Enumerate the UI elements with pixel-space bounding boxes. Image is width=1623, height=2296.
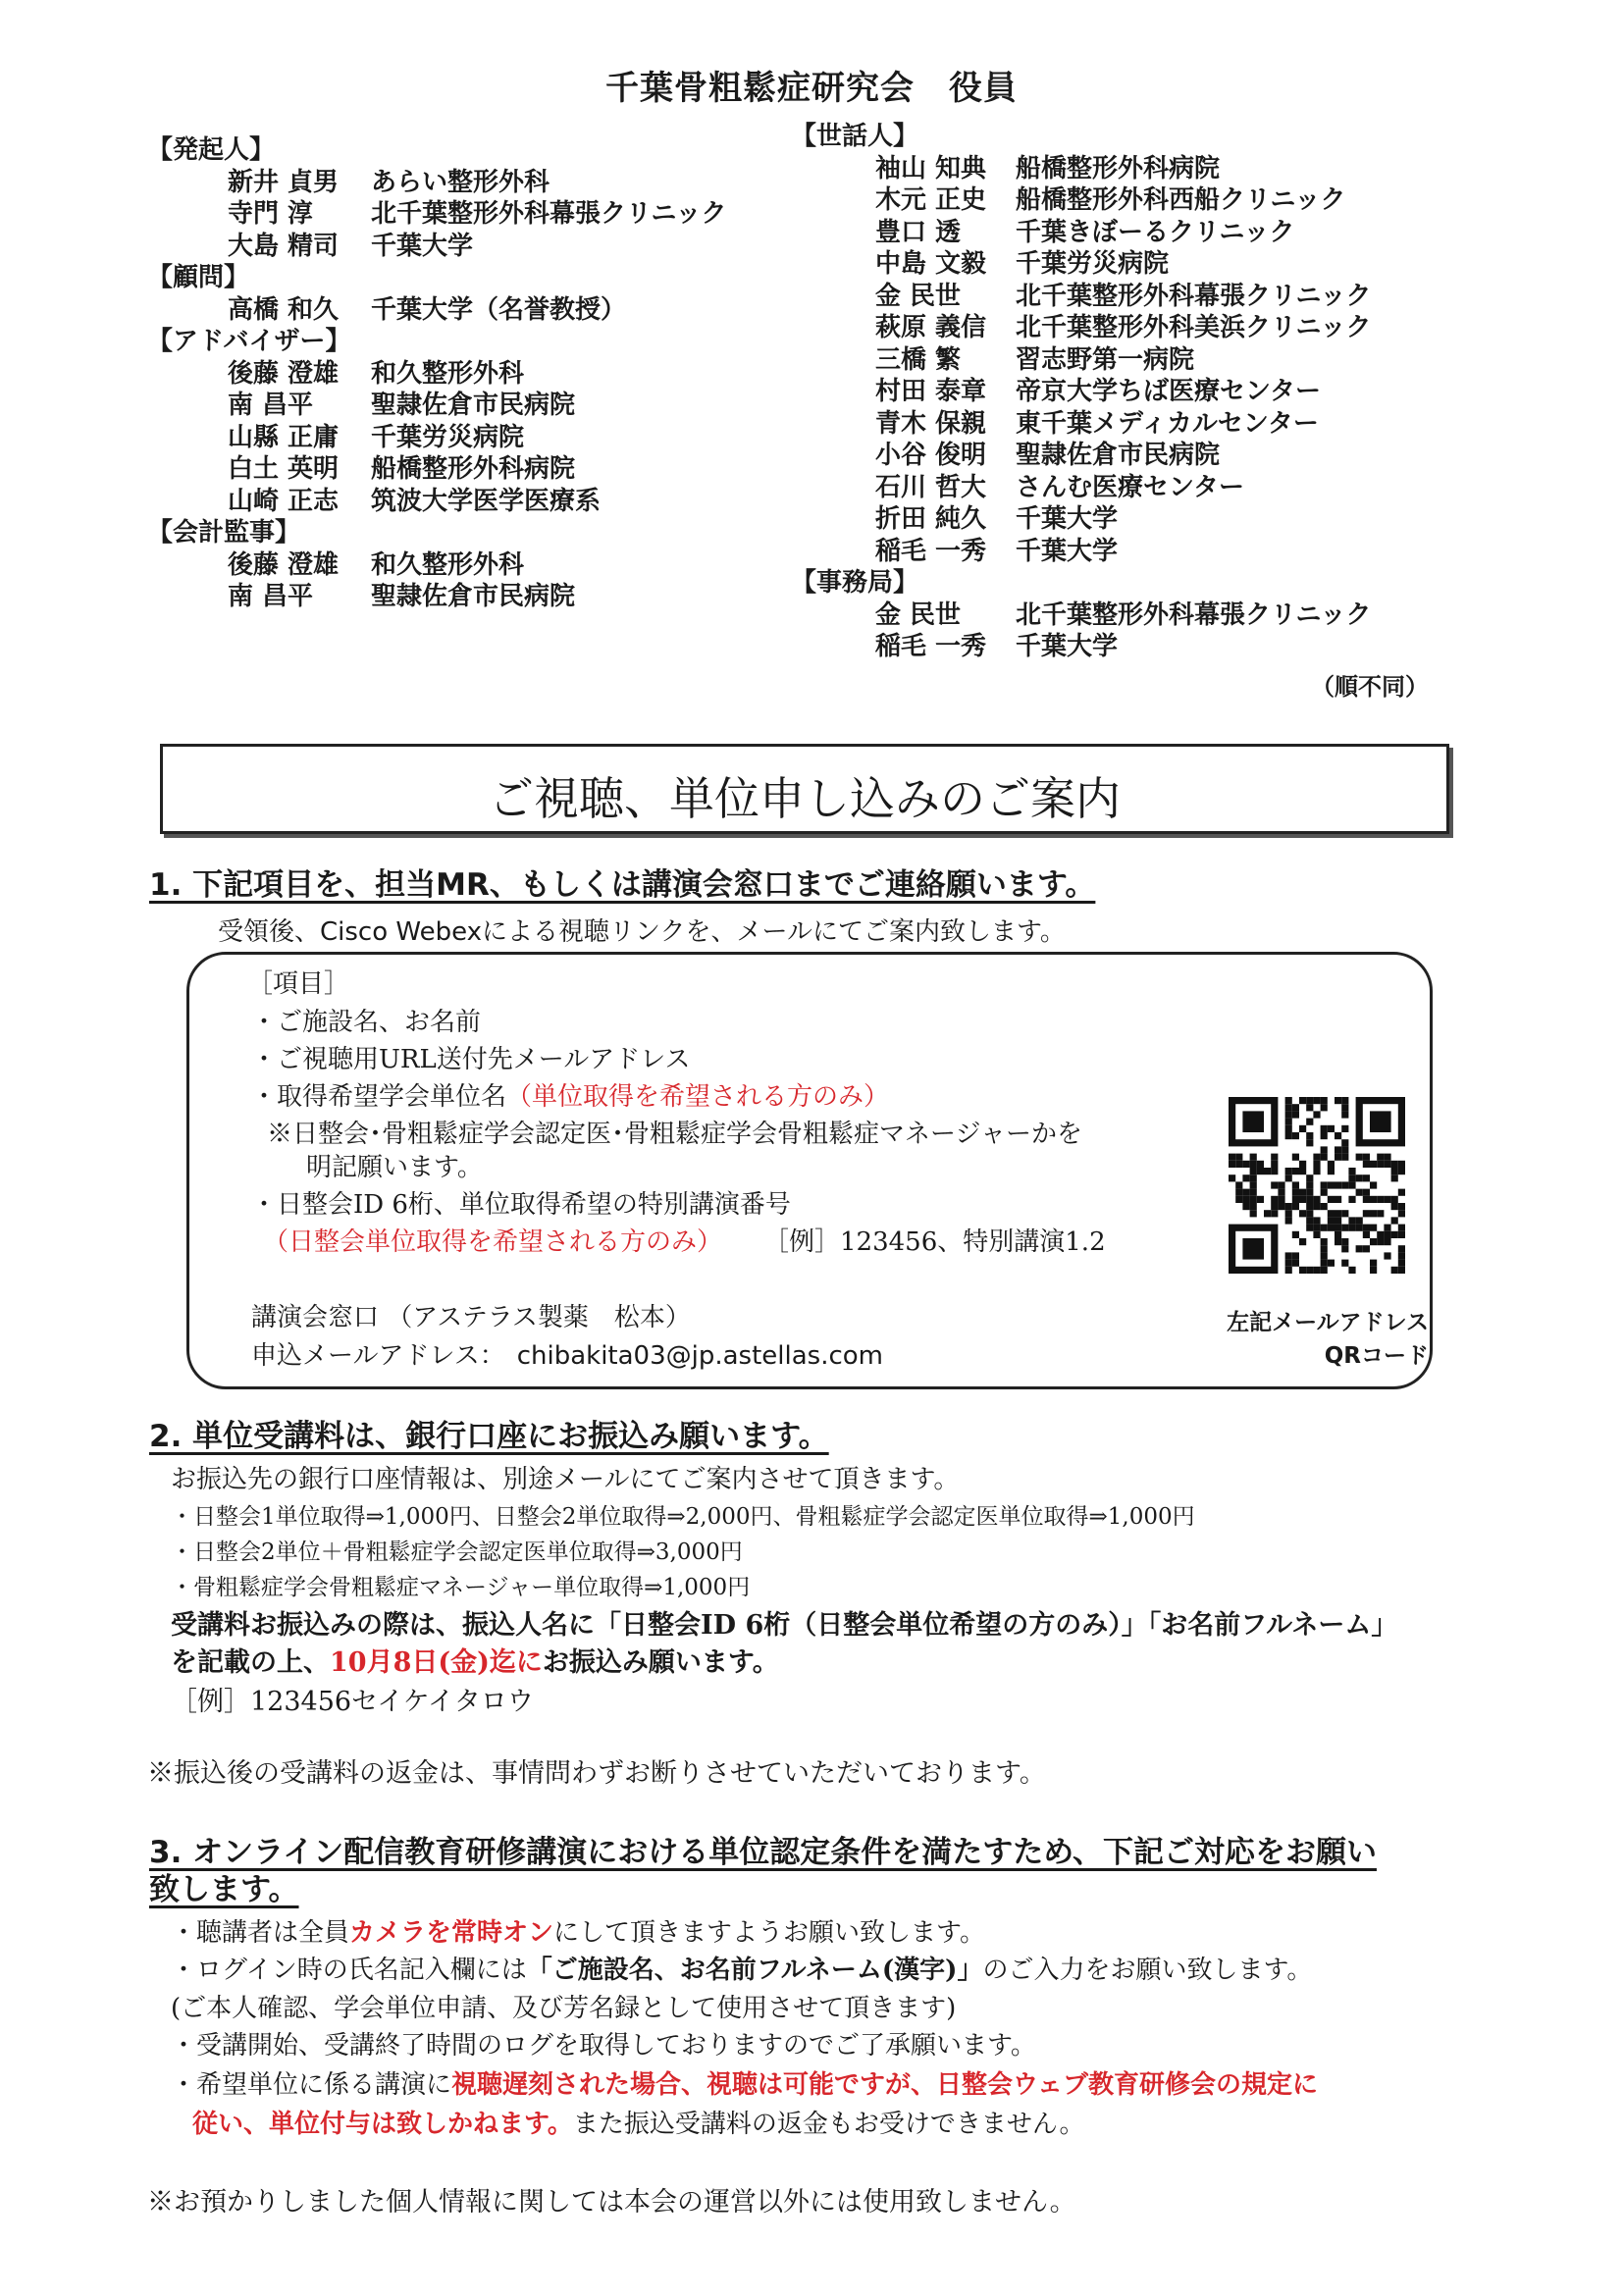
section1-intro: 受領後、Cisco Webexによる視聴リンクを、メールにてご案内致します。 <box>218 917 1066 947</box>
section3-heading-line1: 3. オンライン配信教育研修講演における単位認定条件を満たすため、下記ご対応をお願い <box>149 1835 1377 1870</box>
officer-name: 高橋 和久 <box>228 294 340 325</box>
email-address[interactable]: chibakita03@jp.astellas.com <box>516 1341 884 1371</box>
officer-row <box>791 344 1478 377</box>
item-society-credit <box>251 1076 889 1113</box>
contact-window: 講演会窓口 （アステラス製薬 松本） <box>251 1303 691 1332</box>
requirement-camera-a: ・聴講者は全員 <box>171 1918 350 1948</box>
qr-caption <box>1193 1306 1429 1373</box>
officer-name: 大島 精司 <box>228 231 340 261</box>
items-label: ［項目］ <box>247 969 350 999</box>
officer-row <box>791 440 1478 472</box>
officer-affiliation: 千葉大学 <box>1016 536 1119 566</box>
requirement-camera-b: にして頂きますようお願い致します。 <box>553 1918 985 1948</box>
officer-row <box>791 217 1478 249</box>
officer-affiliation: 千葉大学（名誉教授） <box>371 294 627 325</box>
officer-row <box>791 503 1478 536</box>
officer-row <box>147 486 775 518</box>
section2-intro: お振込先の銀行口座情報は、別途メールにてご案内させて頂きます。 <box>171 1465 960 1494</box>
officer-name: 萩原 義信 <box>875 313 987 342</box>
item-joa-id-note: （日整会単位取得を希望される方のみ） <box>263 1227 723 1257</box>
officer-name: 折田 純久 <box>875 504 987 534</box>
officer-affiliation: あらい整形外科 <box>371 167 550 197</box>
officer-name: 山縣 正庸 <box>228 422 340 452</box>
officer-row <box>791 248 1478 281</box>
officer-name: 袖山 知典 <box>875 153 987 183</box>
item-note-line1: ※日整会･骨粗鬆症学会認定医･骨粗鬆症学会骨粗鬆症マネージャーかを <box>267 1120 1082 1149</box>
transfer-line-1: 受講料お振込みの際は、振込人名に「日整会ID 6桁（日整会単位希望の方のみ）」「お名前フルネーム」 <box>171 1610 1398 1641</box>
officer-category: 【顧問】 <box>147 263 250 292</box>
officer-row <box>147 231 775 263</box>
officer-row <box>147 294 775 327</box>
officer-row <box>791 153 1478 185</box>
section2-heading: 2. 単位受講料は、銀行口座にお振込み願います。 <box>149 1419 829 1454</box>
officer-affiliation: 千葉労災病院 <box>371 422 525 452</box>
officer-row <box>147 422 775 454</box>
officer-name: 山崎 正志 <box>228 486 340 516</box>
requirement-camera <box>171 1912 985 1949</box>
officer-name: 木元 正史 <box>875 185 987 215</box>
officer-affiliation: 船橋整形外科西船クリニック <box>1016 185 1346 215</box>
officer-name: 新井 貞男 <box>228 167 340 197</box>
officer-category: 【アドバイザー】 <box>147 327 351 356</box>
officer-category: 【世話人】 <box>791 122 919 151</box>
transfer-line-2-a: を記載の上、 <box>171 1647 330 1678</box>
officer-row <box>147 390 775 422</box>
officer-affiliation: 和久整形外科 <box>371 358 525 389</box>
officer-name: 金 民世 <box>875 600 962 630</box>
officer-name: 小谷 俊明 <box>875 441 987 470</box>
officer-row <box>791 472 1478 504</box>
officer-name: 三橋 繁 <box>875 344 962 375</box>
officer-name: 後藤 澄雄 <box>228 549 340 580</box>
officer-affiliation: 北千葉整形外科美浜クリニック <box>1016 313 1372 342</box>
section1-heading: 1. 下記項目を、担当MR、もしくは講演会窓口までご連絡願います。 <box>149 867 1096 903</box>
officer-affiliation: 聖隷佐倉市民病院 <box>1016 441 1221 470</box>
requirement-late-b: また振込受講料の返金もお受けできません。 <box>572 2110 1085 2139</box>
officer-affiliation: 千葉大学 <box>1016 632 1119 661</box>
requirement-login-name-b: のご入力をお願い致します。 <box>982 1956 1313 1985</box>
officer-affiliation: 帝京大学ちば医療センター <box>1016 377 1321 406</box>
officer-name: 金 民世 <box>875 281 962 311</box>
officer-name: 白土 英明 <box>228 454 340 484</box>
refund-note: ※振込後の受講料の返金は、事情問わずお断りさせていただいております。 <box>147 1758 1046 1789</box>
item-joa-id-example: ［例］123456、特別講演1.2 <box>763 1227 1106 1257</box>
officer-row <box>147 358 775 391</box>
officer-affiliation: 東千葉メディカルセンター <box>1016 408 1319 439</box>
item-joa-id-sub <box>263 1222 1106 1258</box>
officer-name: 豊口 透 <box>875 217 962 247</box>
order-note: （順不同） <box>1311 672 1429 701</box>
fee-line-2: ・日整会2単位＋骨粗鬆症学会認定医単位取得⇒3,000円 <box>171 1539 743 1565</box>
officer-category: 【事務局】 <box>791 568 919 598</box>
requirement-camera-red: カメラを常時オン <box>349 1918 554 1948</box>
requirement-late-a: ・希望単位に係る講演に <box>171 2070 452 2100</box>
officer-affiliation: 船橋整形外科病院 <box>1016 153 1221 183</box>
officer-category: 【会計監事】 <box>147 518 301 548</box>
officer-affiliation: 習志野第一病院 <box>1016 344 1195 375</box>
officer-row <box>791 312 1478 344</box>
officer-affiliation: 聖隷佐倉市民病院 <box>371 391 576 420</box>
officer-affiliation: 北千葉整形外科幕張クリニック <box>1016 600 1372 630</box>
officer-affiliation: 船橋整形外科病院 <box>371 454 576 484</box>
officer-row <box>791 631 1478 663</box>
officer-row <box>147 581 775 613</box>
officer-name: 中島 文毅 <box>875 249 987 279</box>
officer-row <box>791 184 1478 217</box>
officer-name: 石川 哲大 <box>875 472 987 502</box>
officer-row <box>791 600 1478 632</box>
officer-row <box>791 281 1478 313</box>
privacy-note: ※お預かりしました個人情報に関しては本会の運営以外には使用致しません。 <box>147 2187 1076 2218</box>
transfer-line-2-b: お振込み願います。 <box>542 1647 779 1678</box>
officer-affiliation: さんむ医療センター <box>1016 472 1244 502</box>
officer-name: 寺門 淳 <box>228 199 314 229</box>
officer-name: 稲毛 一秀 <box>875 536 987 566</box>
transfer-line-2 <box>171 1641 779 1679</box>
officers-left-column <box>147 134 775 613</box>
officer-row <box>147 453 775 486</box>
requirement-login-name-sub: (ご本人確認、学会単位申請、及び芳名録として使用させて頂きます) <box>171 1994 957 2023</box>
transfer-example: ［例］123456セイケイタロウ <box>171 1687 534 1717</box>
officer-affiliation: 千葉大学 <box>1016 504 1119 534</box>
officer-affiliation: 和久整形外科 <box>371 549 525 580</box>
officer-affiliation: 聖隷佐倉市民病院 <box>371 582 576 611</box>
requirement-login-name-bold: 「ご施設名、お名前フルネーム(漢字)」 <box>526 1956 983 1985</box>
officer-affiliation: 北千葉整形外科幕張クリニック <box>1016 281 1372 311</box>
page-title: 千葉骨粗鬆症研究会 役員 <box>605 69 1018 108</box>
officers-right-column <box>791 121 1478 663</box>
requirement-late-line1 <box>171 2064 1318 2101</box>
qr-code-icon[interactable] <box>1229 1097 1425 1274</box>
qr-caption-line2: QRコード <box>1324 1343 1429 1369</box>
officer-name: 後藤 澄雄 <box>228 358 340 389</box>
transfer-deadline: 10月8日(金)迄に <box>330 1647 543 1678</box>
officer-row <box>147 167 775 199</box>
officer-row <box>791 376 1478 408</box>
item-note-line2: 明記願います。 <box>306 1153 483 1182</box>
officer-affiliation: 千葉労災病院 <box>1016 249 1170 279</box>
item-society-credit-note: （単位取得を希望される方のみ） <box>506 1082 890 1112</box>
fee-line-3: ・骨粗鬆症学会骨粗鬆症マネージャー単位取得⇒1,000円 <box>171 1575 751 1600</box>
requirement-late-red1: 視聴遅刻された場合、視聴は可能ですが、日整会ウェブ教育研修会の規定に <box>451 2070 1318 2100</box>
officer-row <box>147 549 775 582</box>
officer-name: 南 昌平 <box>228 582 314 611</box>
item-email: ・ご視聴用URL送付先メールアドレス <box>251 1045 691 1074</box>
officer-row <box>147 198 775 231</box>
email-label: 申込メールアドレス： <box>251 1341 505 1371</box>
section3-heading-line2: 致します。 <box>149 1872 299 1907</box>
officer-category: 【発起人】 <box>147 135 276 165</box>
requirement-log: ・受講開始、受講終了時間のログを取得しておりますのでご了承願います。 <box>171 2031 1036 2061</box>
officer-name: 南 昌平 <box>228 391 314 420</box>
guide-title: ご視聴、単位申し込みのご案内 <box>489 772 1121 825</box>
officer-affiliation: 北千葉整形外科幕張クリニック <box>371 199 727 229</box>
requirement-late-line2 <box>192 2104 1084 2140</box>
officer-name: 青木 保親 <box>875 408 987 439</box>
qr-caption-line1: 左記メールアドレス <box>1227 1310 1429 1335</box>
officer-name: 稲毛 一秀 <box>875 632 987 661</box>
officer-row <box>791 408 1478 441</box>
fee-line-1: ・日整会1単位取得⇒1,000円、日整会2単位取得⇒2,000円、骨粗鬆症学会認定医単位取得⇒1,000円 <box>171 1504 1195 1530</box>
requirement-login-name-a: ・ログイン時の氏名記入欄には <box>171 1956 527 1985</box>
item-facility-name: ・ご施設名、お名前 <box>251 1008 482 1037</box>
item-joa-id: ・日整会ID 6桁、単位取得希望の特別講演番号 <box>251 1190 791 1220</box>
officer-affiliation: 筑波大学医学医療系 <box>371 486 602 516</box>
item-society-credit-label: ・取得希望学会単位名 <box>251 1082 507 1112</box>
officer-affiliation: 千葉大学 <box>371 231 474 261</box>
requirement-login-name <box>171 1950 1312 1986</box>
officer-affiliation: 千葉きぼーるクリニック <box>1016 217 1295 247</box>
email-line <box>251 1335 883 1372</box>
requirement-late-red2: 従い、単位付与は致しかねます。 <box>192 2110 573 2139</box>
officer-name: 村田 泰章 <box>875 377 987 406</box>
officer-row <box>791 536 1478 568</box>
